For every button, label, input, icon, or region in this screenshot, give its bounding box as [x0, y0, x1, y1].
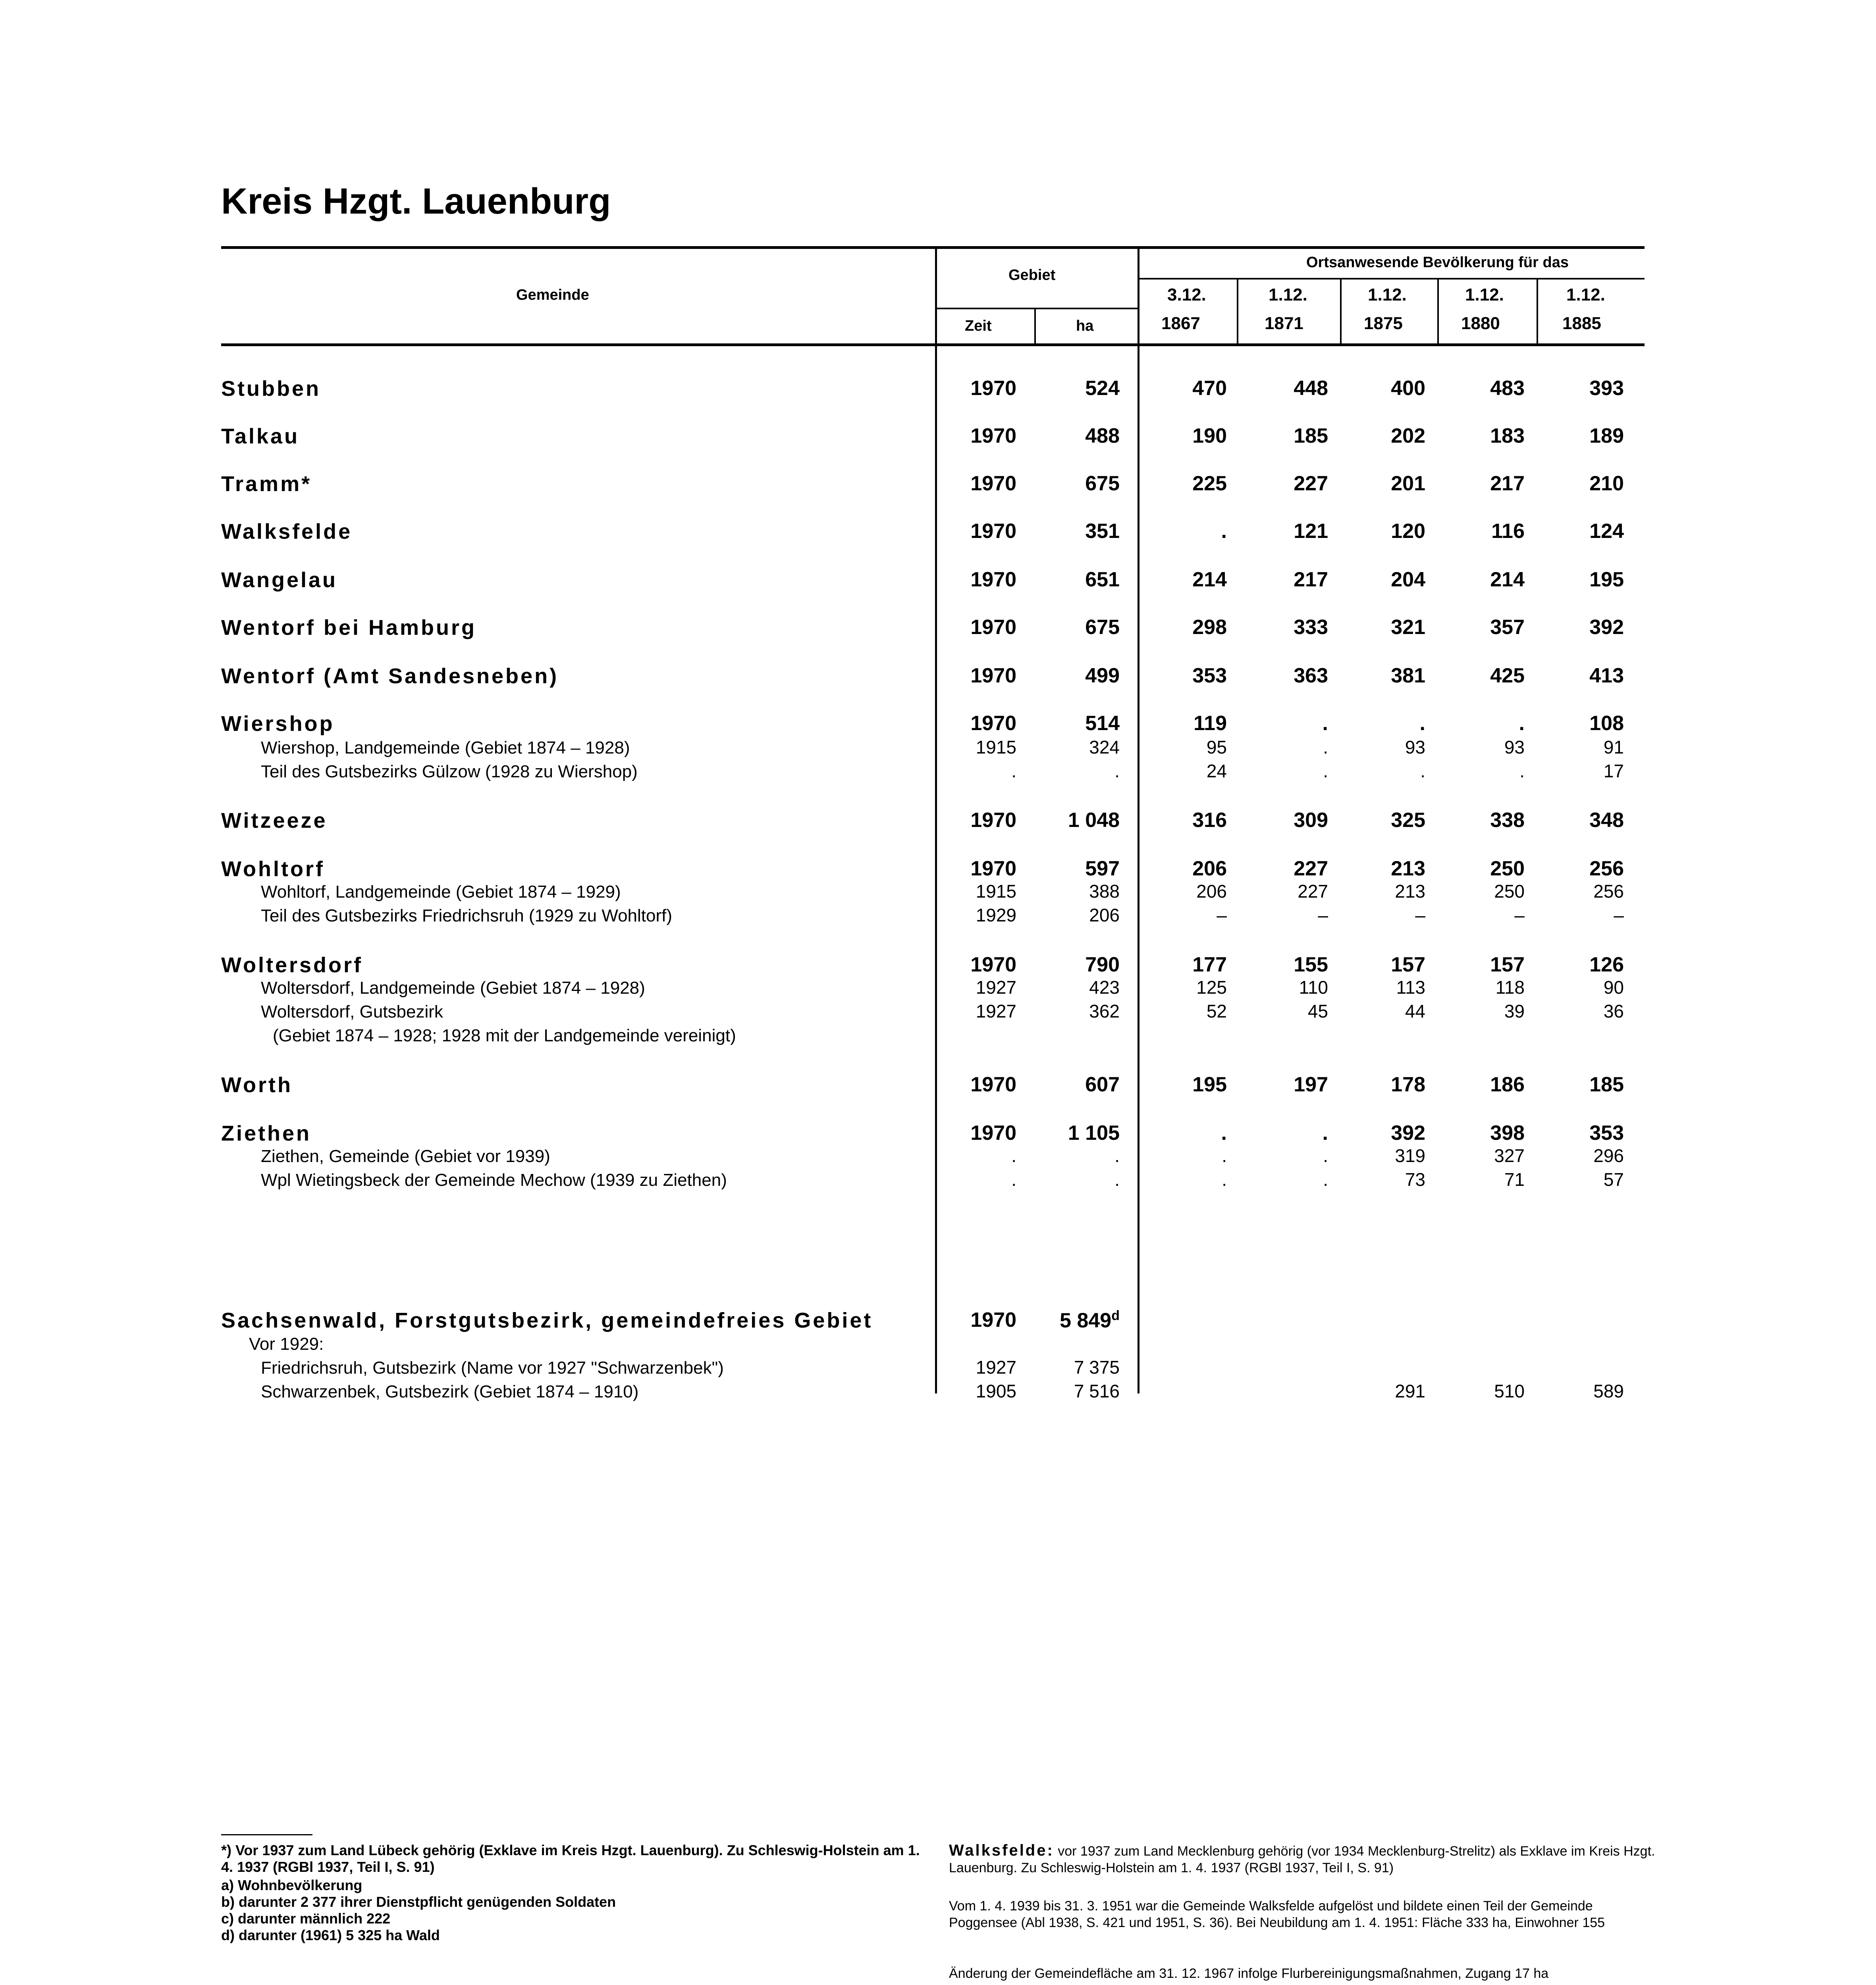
cell-population: 256 — [1589, 857, 1624, 880]
cell-ha — [1085, 472, 1120, 495]
cell-ha — [1074, 1357, 1120, 1378]
cell-population: 392 — [1589, 616, 1624, 639]
cell-ha — [1085, 953, 1120, 977]
footnote-marker: d — [1111, 1308, 1120, 1323]
row-name: Tramm* — [221, 472, 312, 496]
header-date-year: 1875 — [1364, 314, 1403, 333]
cell-zeit: 1970 — [970, 377, 1016, 400]
cell-ha — [1085, 519, 1120, 543]
cell-zeit: 1970 — [970, 616, 1016, 639]
cell-population: 589 — [1593, 1381, 1624, 1401]
header-date-day: 1.12. — [1566, 285, 1605, 304]
cell-zeit: . — [1011, 1145, 1016, 1166]
header-gebiet: Gebiet — [1008, 267, 1056, 283]
cell-population: 510 — [1494, 1381, 1525, 1401]
cell-population: 400 — [1391, 377, 1425, 400]
cell-population: 157 — [1391, 953, 1425, 976]
row-subname: Wiershop, Landgemeinde (Gebiet 1874 – 1928) — [261, 738, 630, 757]
cell-zeit: 1970 — [970, 1122, 1016, 1145]
note-walksfelde-3: Änderung der Gemeindefläche am 31. 12. 1967 infolge Flurbereinigungsmaßnahmen, Zugang 17 ha — [949, 1966, 1549, 1981]
header-date-year: 1871 — [1265, 314, 1303, 333]
cell-ha — [1068, 1121, 1120, 1145]
footnote-c: c) darunter männlich 222 — [221, 1910, 391, 1927]
cell-population: 190 — [1192, 424, 1227, 447]
footnote-d: d) darunter (1961) 5 325 ha Wald — [221, 1927, 440, 1943]
header-date-year: 1885 — [1562, 314, 1601, 333]
cell-ha — [1085, 857, 1120, 881]
cell-population: 319 — [1395, 1145, 1425, 1166]
cell-zeit: 1905 — [976, 1381, 1016, 1401]
cell-population: 217 — [1490, 472, 1525, 495]
cell-zeit: 1970 — [970, 712, 1016, 735]
cell-population: 178 — [1391, 1073, 1425, 1096]
cell-population: 121 — [1294, 520, 1328, 543]
cell-ha — [1085, 376, 1120, 400]
cell-ha-value: 597 — [1085, 857, 1120, 880]
cell-population: 227 — [1294, 857, 1328, 880]
cell-population: 363 — [1294, 664, 1328, 687]
cell-population: 177 — [1192, 953, 1227, 976]
cell-population: 120 — [1391, 520, 1425, 543]
footnote-b: b) darunter 2 377 ihrer Dienstpflicht genügenden Soldaten — [221, 1894, 616, 1910]
cell-population: . — [1323, 761, 1328, 781]
cell-population: 108 — [1589, 712, 1624, 735]
cell-population: 71 — [1504, 1169, 1525, 1190]
cell-ha-value: 423 — [1089, 977, 1120, 998]
cell-population: – — [1514, 905, 1525, 925]
cell-ha-value: 351 — [1085, 520, 1120, 543]
cell-population: . — [1221, 520, 1227, 543]
cell-population: 470 — [1192, 377, 1227, 400]
cell-ha-value: . — [1114, 1145, 1120, 1166]
cell-ha — [1085, 424, 1120, 448]
header-top-rule — [221, 246, 1645, 249]
cell-population: 186 — [1490, 1073, 1525, 1096]
cell-population: 413 — [1589, 664, 1624, 687]
cell-zeit: 1970 — [970, 809, 1016, 832]
cell-population: 213 — [1391, 857, 1425, 880]
cell-population: 206 — [1192, 857, 1227, 880]
cell-ha — [1114, 1169, 1120, 1190]
cell-ha — [1085, 615, 1120, 639]
header-bottom-rule — [221, 343, 1645, 346]
cell-zeit: 1915 — [976, 881, 1016, 902]
cell-population: . — [1221, 1122, 1227, 1145]
footnote-a: a) Wohnbevölkerung — [221, 1877, 362, 1893]
cell-ha-value: 675 — [1085, 616, 1120, 639]
header-date-day: 1.12. — [1465, 285, 1504, 304]
cell-population: 73 — [1405, 1169, 1425, 1190]
cell-ha-value: 488 — [1085, 424, 1120, 447]
cell-population: 291 — [1395, 1381, 1425, 1401]
row-name: Walksfelde — [221, 520, 353, 543]
cell-ha — [1085, 711, 1120, 735]
cell-population: 195 — [1192, 1073, 1227, 1096]
cell-population: . — [1519, 712, 1525, 735]
cell-population: . — [1323, 1169, 1328, 1190]
row-name: Wentorf (Amt Sandesneben) — [221, 664, 559, 688]
cell-population: . — [1323, 737, 1328, 757]
cell-population: 17 — [1603, 761, 1624, 781]
col-divider-name — [935, 246, 937, 1393]
cell-zeit: 1970 — [970, 472, 1016, 495]
cell-ha-value: 675 — [1085, 472, 1120, 495]
cell-population: 185 — [1589, 1073, 1624, 1096]
cell-ha-value: 524 — [1085, 377, 1120, 400]
row-name: Wangelau — [221, 568, 338, 592]
header-date-day: 3.12. — [1167, 285, 1206, 304]
cell-population: . — [1222, 1169, 1227, 1190]
cell-ha-value: 5 849 — [1060, 1309, 1112, 1332]
cell-zeit: 1915 — [976, 737, 1016, 757]
cell-population: 296 — [1593, 1145, 1624, 1166]
cell-population: 116 — [1491, 520, 1525, 543]
row-subname: Friedrichsruh, Gutsbezirk (Name vor 1927 "Schwarzenbek") — [261, 1358, 724, 1378]
row-name: Ziethen — [221, 1122, 312, 1145]
row-subname: (Gebiet 1874 – 1928; 1928 mit der Landgemeinde vereinigt) — [273, 1026, 736, 1045]
date-divider-2 — [1340, 278, 1342, 345]
row-subname: Schwarzenbek, Gutsbezirk (Gebiet 1874 – 1910) — [261, 1382, 639, 1401]
cell-population: 327 — [1494, 1145, 1525, 1166]
cell-population: 57 — [1603, 1169, 1624, 1190]
cell-population: 357 — [1490, 616, 1525, 639]
page-title: Kreis Hzgt. Lauenburg — [221, 181, 611, 222]
cell-population: 210 — [1589, 472, 1624, 495]
cell-ha — [1114, 1145, 1120, 1166]
cell-population: 36 — [1603, 1001, 1624, 1021]
date-divider-1 — [1237, 278, 1238, 345]
row-subname: Woltersdorf, Landgemeinde (Gebiet 1874 – 1928) — [261, 978, 645, 998]
cell-population: 157 — [1490, 953, 1525, 976]
cell-population: 483 — [1490, 377, 1525, 400]
cell-population: 206 — [1196, 881, 1227, 902]
row-subname: Teil des Gutsbezirks Gülzow (1928 zu Wiershop) — [261, 762, 638, 781]
cell-population: 338 — [1490, 809, 1525, 832]
header-date-day: 1.12. — [1269, 285, 1307, 304]
cell-zeit: 1970 — [970, 1309, 1016, 1332]
cell-population: 225 — [1192, 472, 1227, 495]
cell-ha-value: 607 — [1085, 1073, 1120, 1096]
cell-population: 316 — [1192, 809, 1227, 832]
cell-population: 393 — [1589, 377, 1624, 400]
cell-population: 52 — [1206, 1001, 1227, 1021]
cell-ha-value: 651 — [1085, 568, 1120, 591]
header-gemeinde: Gemeinde — [516, 287, 589, 303]
cell-ha-value: . — [1114, 1169, 1120, 1190]
cell-population: 125 — [1196, 977, 1227, 998]
cell-zeit: . — [1011, 761, 1016, 781]
cell-ha-value: 324 — [1089, 737, 1120, 757]
note-walksfelde — [949, 1842, 1656, 1876]
cell-population: 197 — [1294, 1073, 1328, 1096]
cell-population: 214 — [1192, 568, 1227, 591]
header-date-year: 1880 — [1461, 314, 1500, 333]
cell-ha — [1089, 736, 1120, 758]
cell-population: 44 — [1405, 1001, 1425, 1021]
row-name: Talkau — [221, 424, 300, 448]
cell-population: 95 — [1206, 737, 1227, 757]
cell-population: 90 — [1603, 977, 1624, 998]
cell-ha-value: 206 — [1089, 905, 1120, 925]
cell-zeit: 1927 — [976, 1001, 1016, 1021]
cell-population: . — [1519, 761, 1525, 781]
cell-population: 298 — [1192, 616, 1227, 639]
header-zeit: Zeit — [965, 318, 992, 334]
cell-population: – — [1614, 905, 1624, 925]
cell-population: 250 — [1494, 881, 1525, 902]
cell-population: . — [1322, 1122, 1328, 1145]
cell-ha — [1089, 881, 1120, 902]
gebiet-sub-rule — [936, 308, 1138, 309]
cell-population: 118 — [1495, 977, 1525, 998]
cell-zeit: 1929 — [976, 905, 1016, 925]
cell-ha — [1089, 1000, 1120, 1022]
row-name: Witzeeze — [221, 809, 328, 833]
cell-population: 448 — [1294, 377, 1328, 400]
row-subname: Wpl Wietingsbeck der Gemeinde Mechow (1939 zu Ziethen) — [261, 1170, 727, 1190]
cell-zeit: . — [1011, 1169, 1016, 1190]
bev-sub-rule — [1138, 278, 1645, 279]
cell-population: 45 — [1307, 1001, 1328, 1021]
cell-population: 309 — [1294, 809, 1328, 832]
cell-population: 119 — [1193, 712, 1227, 735]
cell-population: 250 — [1490, 857, 1525, 880]
cell-ha-value: 499 — [1085, 664, 1120, 687]
cell-population: 24 — [1206, 761, 1227, 781]
row-subname: Teil des Gutsbezirks Friedrichsruh (1929 zu Wohltorf) — [261, 906, 673, 925]
cell-population: 93 — [1504, 737, 1525, 757]
cell-population: 425 — [1490, 664, 1525, 687]
cell-population: 214 — [1490, 568, 1525, 591]
row-name: Sachsenwald, Forstgutsbezirk, gemeindefreies Gebiet — [221, 1309, 873, 1332]
cell-population: 398 — [1490, 1122, 1525, 1145]
note-title: Walksfelde: — [949, 1842, 1054, 1859]
row-name: Wohltorf — [221, 857, 325, 881]
cell-ha-value: 1 048 — [1068, 809, 1120, 832]
cell-ha-value: 514 — [1085, 712, 1120, 735]
cell-population: 213 — [1395, 881, 1425, 902]
row-subname: Ziethen, Gemeinde (Gebiet vor 1939) — [261, 1147, 550, 1166]
cell-population: 325 — [1391, 809, 1425, 832]
cell-population: 333 — [1294, 616, 1328, 639]
row-subname: Wohltorf, Landgemeinde (Gebiet 1874 – 1929) — [261, 882, 621, 902]
row-name: Stubben — [221, 377, 321, 401]
cell-population: 183 — [1490, 424, 1525, 447]
cell-population: 91 — [1603, 737, 1624, 757]
cell-population: – — [1415, 905, 1425, 925]
cell-zeit: 1970 — [970, 424, 1016, 447]
cell-ha — [1085, 664, 1120, 688]
cell-ha-value: 1 105 — [1068, 1122, 1120, 1145]
cell-ha-value: 790 — [1085, 953, 1120, 976]
row-subname: Woltersdorf, Gutsbezirk — [261, 1002, 443, 1021]
cell-zeit: 1970 — [970, 857, 1016, 880]
cell-ha-value: 362 — [1089, 1001, 1120, 1021]
cell-zeit: 1970 — [970, 520, 1016, 543]
cell-zeit: 1970 — [970, 568, 1016, 591]
cell-population: 189 — [1589, 424, 1624, 447]
footnote-rule — [221, 1834, 312, 1835]
row-subname: Vor 1929: — [249, 1334, 324, 1354]
cell-ha — [1089, 977, 1120, 998]
cell-population: 256 — [1593, 881, 1624, 902]
row-name: Wiershop — [221, 712, 335, 736]
cell-ha — [1085, 568, 1120, 592]
cell-ha-value: 388 — [1089, 881, 1120, 902]
cell-population: . — [1322, 712, 1328, 735]
note-walksfelde-2: Vom 1. 4. 1939 bis 31. 3. 1951 war die Gemeinde Walksfelde aufgelöst und bildete einen Teil der Gemeinde Poggensee (Abl 1938, S. 421 und 1951, S. 36). Bei Neubildung am 1. 4. 1951: Fläche 333 ha, Einwohner 155 — [949, 1898, 1605, 1930]
cell-ha — [1085, 1073, 1120, 1097]
cell-population: 204 — [1391, 568, 1425, 591]
header-date-year: 1867 — [1161, 314, 1200, 333]
cell-zeit: 1970 — [970, 664, 1016, 687]
cell-population: 353 — [1192, 664, 1227, 687]
row-name: Woltersdorf — [221, 953, 363, 977]
cell-ha — [1114, 760, 1120, 782]
cell-population: 113 — [1396, 977, 1425, 998]
cell-population: 126 — [1589, 953, 1624, 976]
cell-ha-value: 7 375 — [1074, 1357, 1120, 1378]
cell-population: 227 — [1298, 881, 1328, 902]
cell-ha-value: 7 516 — [1074, 1381, 1120, 1401]
cell-zeit: 1970 — [970, 953, 1016, 976]
cell-population: 348 — [1589, 809, 1624, 832]
cell-zeit: 1927 — [976, 1357, 1016, 1378]
col-divider-gebiet — [1138, 246, 1139, 1393]
row-name: Wentorf bei Hamburg — [221, 616, 477, 640]
cell-population: . — [1419, 712, 1425, 735]
cell-population: – — [1217, 905, 1227, 925]
cell-population: . — [1420, 761, 1425, 781]
cell-ha-value: . — [1114, 761, 1120, 781]
cell-population: 381 — [1391, 664, 1425, 687]
row-name: Worth — [221, 1073, 293, 1097]
header-bevoelkerung: Ortsanwesende Bevölkerung für das — [1306, 254, 1569, 271]
cell-population: 124 — [1589, 520, 1624, 543]
header-date-day: 1.12. — [1368, 285, 1407, 304]
footnote-star: *) Vor 1937 zum Land Lübeck gehörig (Exklave im Kreis Hzgt. Lauenburg). Zu Schleswig-Holstein am 1. 4. 1937 (RGBl 1937, Teil I, S. 91) — [221, 1842, 920, 1875]
cell-population: . — [1222, 1145, 1227, 1166]
cell-zeit: 1970 — [970, 1073, 1016, 1096]
cell-zeit: 1927 — [976, 977, 1016, 998]
cell-population: 110 — [1299, 977, 1328, 998]
cell-population: – — [1318, 905, 1328, 925]
cell-population: 353 — [1589, 1122, 1624, 1145]
cell-ha — [1068, 808, 1120, 832]
cell-population: 39 — [1504, 1001, 1525, 1021]
cell-population: . — [1323, 1145, 1328, 1166]
cell-population: 93 — [1405, 737, 1425, 757]
cell-ha — [1074, 1380, 1120, 1402]
cell-population: 201 — [1391, 472, 1425, 495]
cell-population: 227 — [1294, 472, 1328, 495]
cell-population: 155 — [1294, 953, 1328, 976]
cell-population: 202 — [1391, 424, 1425, 447]
cell-population: 185 — [1294, 424, 1328, 447]
date-divider-4 — [1537, 278, 1538, 345]
cell-population: 392 — [1391, 1122, 1425, 1145]
header-ha: ha — [1076, 318, 1094, 334]
col-divider-zeit-ha — [1034, 308, 1036, 343]
cell-population: 217 — [1294, 568, 1328, 591]
date-divider-3 — [1437, 278, 1439, 345]
cell-ha — [1060, 1308, 1120, 1332]
cell-ha — [1089, 904, 1120, 926]
note-text: vor 1937 zum Land Mecklenburg gehörig (vor 1934 Mecklenburg-Strelitz) als Exklave im Kreis Hzgt. Lauenburg. Zu Schleswig-Holstein am 1. 4. 1937 (RGBl 1937, Teil I, S. 91) — [949, 1844, 1655, 1875]
cell-population: 195 — [1589, 568, 1624, 591]
cell-population: 321 — [1391, 616, 1425, 639]
